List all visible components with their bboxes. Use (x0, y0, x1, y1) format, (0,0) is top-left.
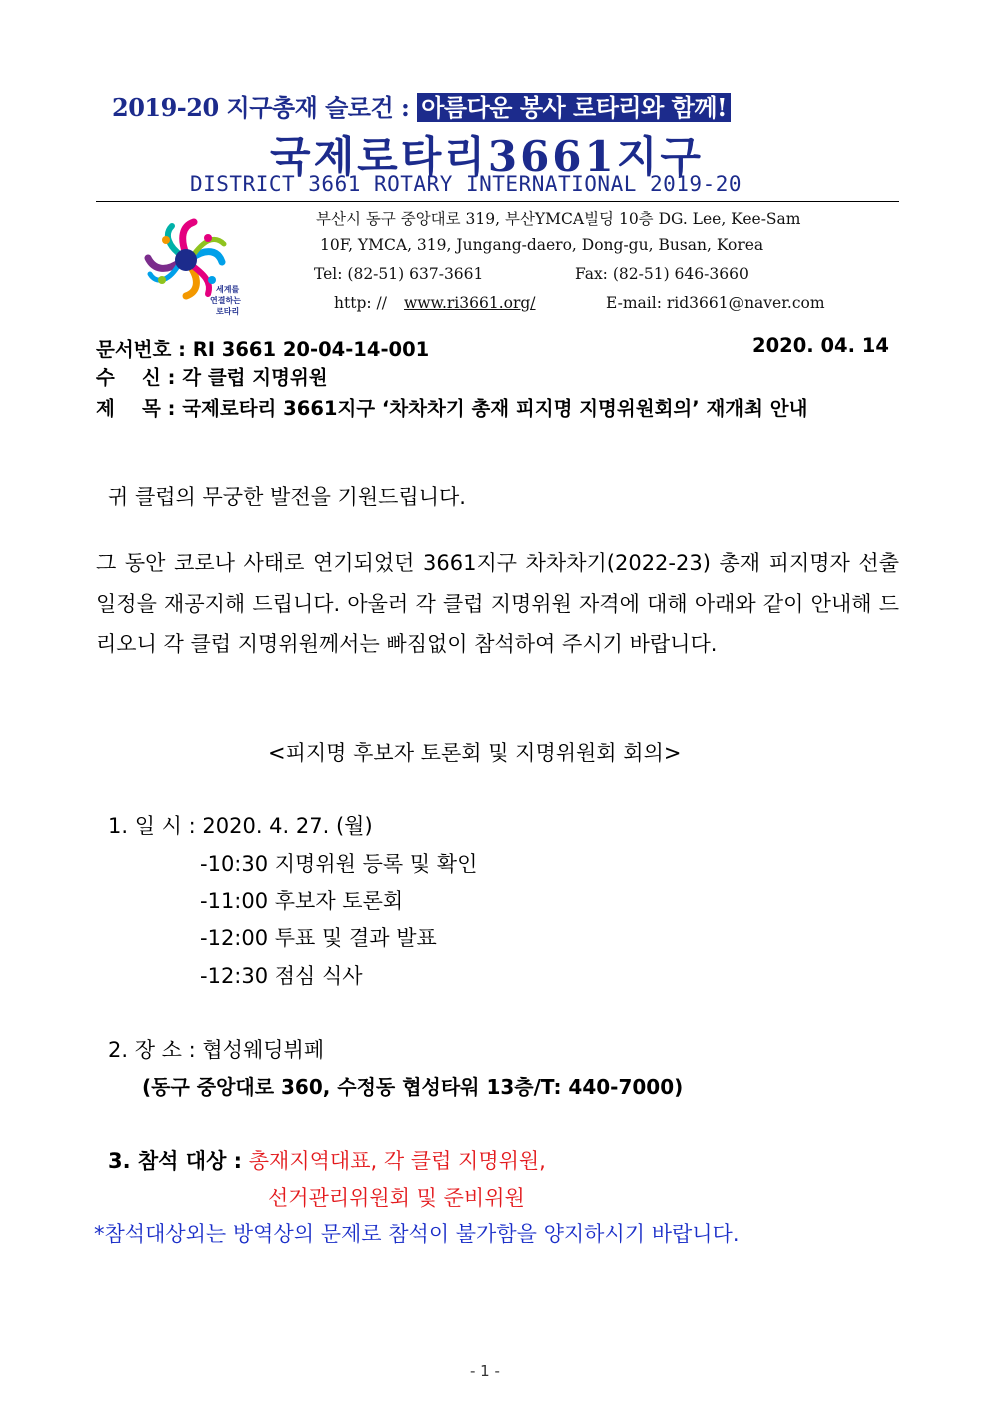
http-label: http: // (334, 294, 387, 312)
attendance-notice: *참석대상외는 방역상의 문제로 참석이 불가함을 양지하시기 바랍니다. (94, 1222, 740, 1246)
place-line: 2. 장 소 : 협성웨딩뷔페 (108, 1038, 325, 1062)
attendees-value-2: 선거관리위원회 및 준비위원 (268, 1186, 525, 1210)
place-address: (동구 중앙대로 360, 수정동 협성타워 13층/T: 440-7000) (142, 1075, 684, 1099)
slogan-highlight: 아름다운 봉사 로타리와 함께! (417, 93, 731, 122)
main-paragraph: 그 동안 코로나 사태로 연기되었던 3661지구 차차차기(2022-23) 총재 피지명자 선출 일정을 재공지해 드립니다. 아울러 각 클럽 지명위원 자격에 대해 아래와 같이 안내해 드리오니 각 클럽 지명위원께서는 빠짐없이 참석하여 주시기 바랍니다. (96, 551, 899, 656)
email: E-mail: rid3661@naver.com (606, 294, 825, 312)
document-number: 문서번호 : RI 3661 20-04-14-001 (96, 338, 430, 361)
logo-text-3: 로타리 (216, 307, 240, 316)
schedule-item: -12:00 투표 및 결과 발표 (200, 926, 437, 950)
header-divider (96, 201, 899, 202)
slogan-prefix: 2019-20 지구총재 슬로건 : (112, 93, 410, 122)
telephone: Tel: (82-51) 637-3661 (314, 265, 484, 283)
greeting: 귀 클럽의 무궁한 발전을 기원드립니다. (108, 485, 466, 509)
logo-text-2: 연결하는 (210, 296, 241, 305)
page-number: - 1 - (470, 1362, 500, 1380)
org-title-en: DISTRICT 3661 ROTARY INTERNATIONAL 2019-20 (190, 172, 743, 196)
schedule-item: -10:30 지명위원 등록 및 확인 (200, 852, 478, 876)
address-korean: 부산시 동구 중앙대로 319, 부산YMCA빌딩 10층 DG. Lee, Kee-Sam (316, 210, 801, 228)
logo-text-1: 세계를 (216, 285, 240, 294)
attendees-line (108, 1145, 546, 1175)
recipient: 수 신 : 각 클럽 지명위원 (96, 366, 328, 389)
document-date: 2020. 04. 14 (752, 334, 889, 357)
subject: 제 목 : 국제로타리 3661지구 ‘차차차기 총재 피지명 지명위원회의’ 재개최 안내 (96, 397, 808, 420)
date-line: 1. 일 시 : 2020. 4. 27. (월) (108, 814, 373, 838)
schedule-item: -12:30 점심 식사 (200, 964, 363, 988)
section-title: <피지명 후보자 토론회 및 지명위원회 회의> (268, 741, 682, 765)
attendees-value-1: 총재지역대표, 각 클럽 지명위원, (248, 1149, 546, 1173)
attendees-label: 3. 참석 대상 : (108, 1149, 243, 1173)
address-english: 10F, YMCA, 319, Jungang-daero, Dong-gu, Busan, Korea (320, 236, 764, 254)
slogan (112, 88, 731, 123)
schedule-item: -11:00 후보자 토론회 (200, 889, 404, 913)
website-link[interactable]: www.ri3661.org/ (404, 294, 536, 312)
org-title: 국제로타리3661지구 (270, 132, 704, 181)
rotary-logo-icon (138, 214, 248, 320)
fax: Fax: (82-51) 646-3660 (575, 265, 749, 283)
